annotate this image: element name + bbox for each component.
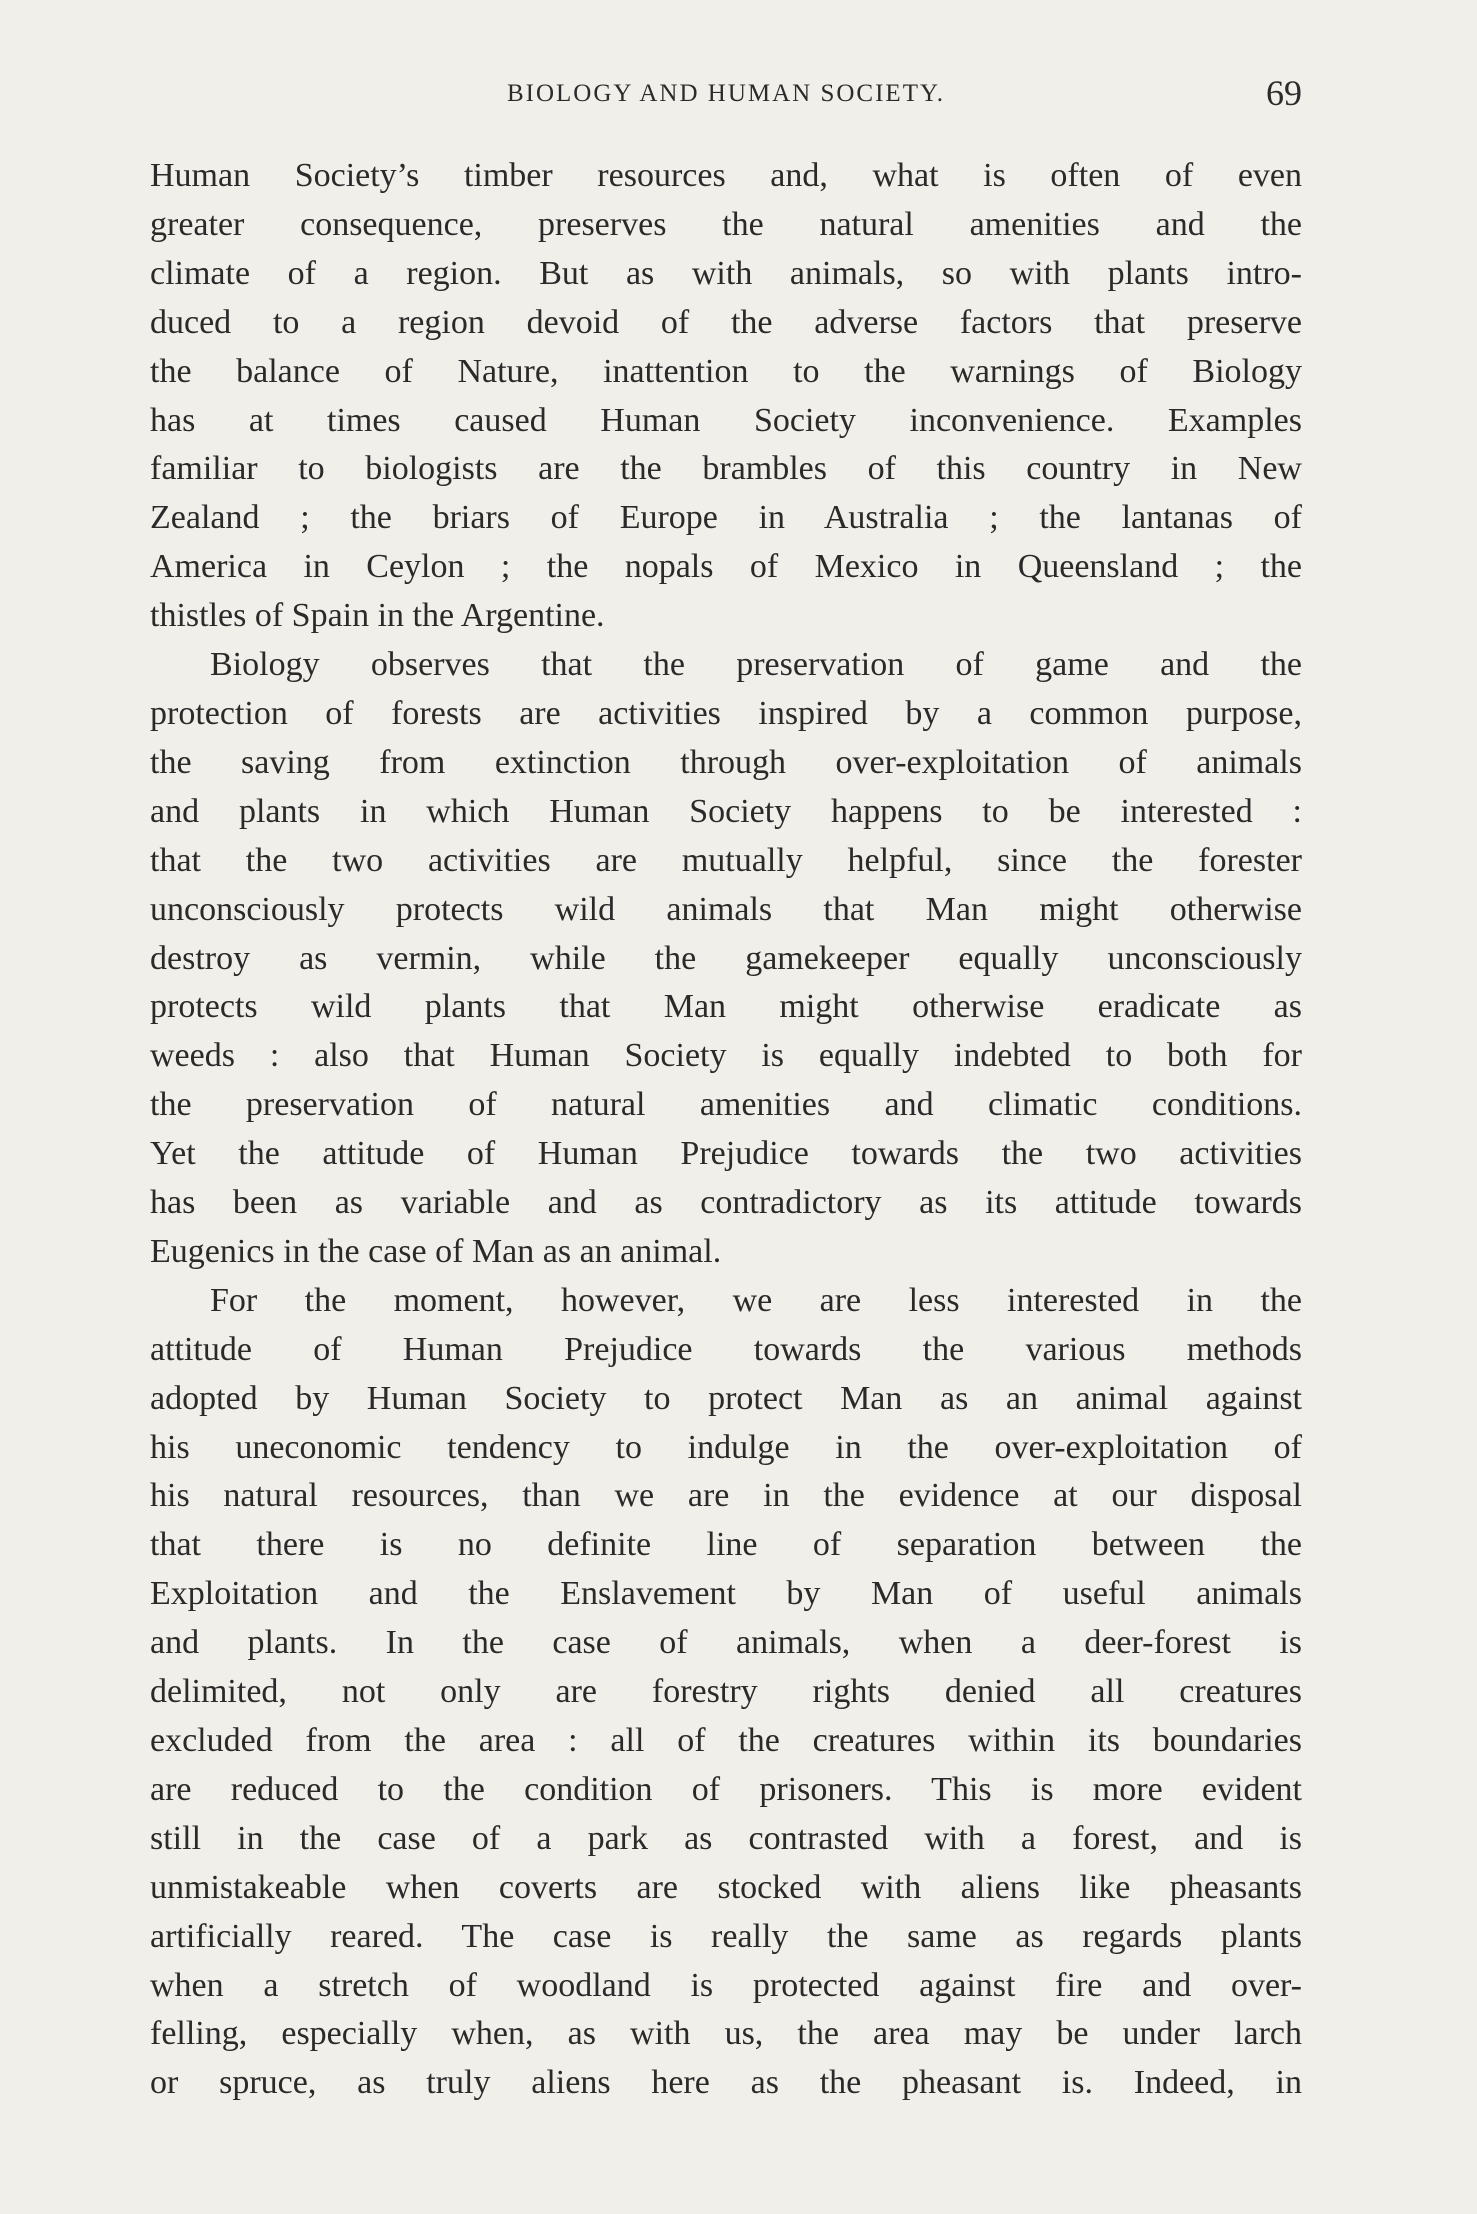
text-line: America in Ceylon ; the nopals of Mexico in Queensland ; the bbox=[150, 548, 1302, 586]
paragraph-3 bbox=[150, 1277, 1302, 2108]
text-line: Biology observes that the preservation of game and the bbox=[210, 646, 1302, 684]
text-line: the saving from extinction through over-exploitation of animals bbox=[150, 743, 1302, 781]
text-line: greater consequence, preserves the natural amenities and the bbox=[150, 205, 1302, 243]
text-line: Eugenics in the case of Man as an animal. bbox=[150, 1232, 722, 1270]
text-line: attitude of Human Prejudice towards the various methods bbox=[150, 1330, 1302, 1368]
text-line: or spruce, as truly aliens here as the pheasant is. Indeed, in bbox=[150, 2064, 1302, 2102]
text-line: Human Society’s timber resources and, what is often of even bbox=[150, 157, 1302, 194]
text-line: the balance of Nature, inattention to the warnings of Biology bbox=[150, 352, 1302, 390]
text-line: has at times caused Human Society inconvenience. Examples bbox=[150, 401, 1302, 439]
text-line: delimited, not only are forestry rights denied all creatures bbox=[150, 1673, 1302, 1711]
text-line: and plants. In the case of animals, when a deer-forest is bbox=[150, 1624, 1302, 1662]
text-line: For the moment, however, we are less interested in the bbox=[210, 1281, 1302, 1319]
text-line: that there is no definite line of separation between the bbox=[150, 1526, 1302, 1564]
text-line: his uneconomic tendency to indulge in the over-exploitation of bbox=[150, 1428, 1302, 1466]
text-line: the preservation of natural amenities and climatic conditions. bbox=[150, 1086, 1302, 1124]
body-text bbox=[150, 152, 1302, 2108]
text-line: duced to a region devoid of the adverse factors that preserve bbox=[150, 303, 1302, 341]
text-line: thistles of Spain in the Argentine. bbox=[150, 597, 605, 635]
text-line: that the two activities are mutually helpful, since the forester bbox=[150, 841, 1302, 879]
running-head: BIOLOGY AND HUMAN SOCIETY. bbox=[506, 80, 946, 107]
page-number: 69 bbox=[1266, 73, 1302, 113]
text-line: unconsciously protects wild animals that Man might otherwise bbox=[150, 890, 1302, 928]
text-line: Yet the attitude of Human Prejudice towards the two activities bbox=[150, 1135, 1302, 1173]
text-line: and plants in which Human Society happens to be interested : bbox=[150, 792, 1302, 830]
page-header bbox=[150, 72, 1302, 122]
paragraph-2 bbox=[150, 641, 1302, 1277]
text-line: destroy as vermin, while the gamekeeper equally unconsciously bbox=[150, 939, 1302, 977]
text-line: felling, especially when, as with us, the area may be under larch bbox=[150, 2015, 1302, 2053]
text-line: protection of forests are activities inspired by a common purpose, bbox=[150, 694, 1302, 732]
text-line: artificially reared. The case is really the same as regards plants bbox=[150, 1917, 1302, 1955]
text-line: familiar to biologists are the brambles of this country in New bbox=[150, 450, 1302, 488]
text-line: protects wild plants that Man might otherwise eradicate as bbox=[150, 988, 1302, 1026]
text-line: unmistakeable when coverts are stocked with aliens like pheasants bbox=[150, 1868, 1302, 1906]
text-line: climate of a region. But as with animals, so with plants intro- bbox=[150, 254, 1302, 292]
text-line: adopted by Human Society to protect Man as an animal against bbox=[150, 1379, 1302, 1417]
text-line: has been as variable and as contradictory as its attitude towards bbox=[150, 1184, 1302, 1222]
text-line: still in the case of a park as contrasted with a forest, and is bbox=[150, 1819, 1302, 1857]
text-line: are reduced to the condition of prisoners. This is more evident bbox=[150, 1770, 1302, 1808]
paragraph-1 bbox=[150, 152, 1302, 641]
text-line: excluded from the area : all of the creatures within its boundaries bbox=[150, 1722, 1302, 1759]
text-line: his natural resources, than we are in the evidence at our disposal bbox=[150, 1477, 1302, 1515]
text-line: weeds : also that Human Society is equally indebted to both for bbox=[150, 1037, 1302, 1075]
text-line: Exploitation and the Enslavement by Man of useful animals bbox=[150, 1575, 1302, 1613]
text-line: when a stretch of woodland is protected against fire and over- bbox=[150, 1966, 1302, 2004]
text-line: Zealand ; the briars of Europe in Australia ; the lantanas of bbox=[150, 499, 1302, 537]
